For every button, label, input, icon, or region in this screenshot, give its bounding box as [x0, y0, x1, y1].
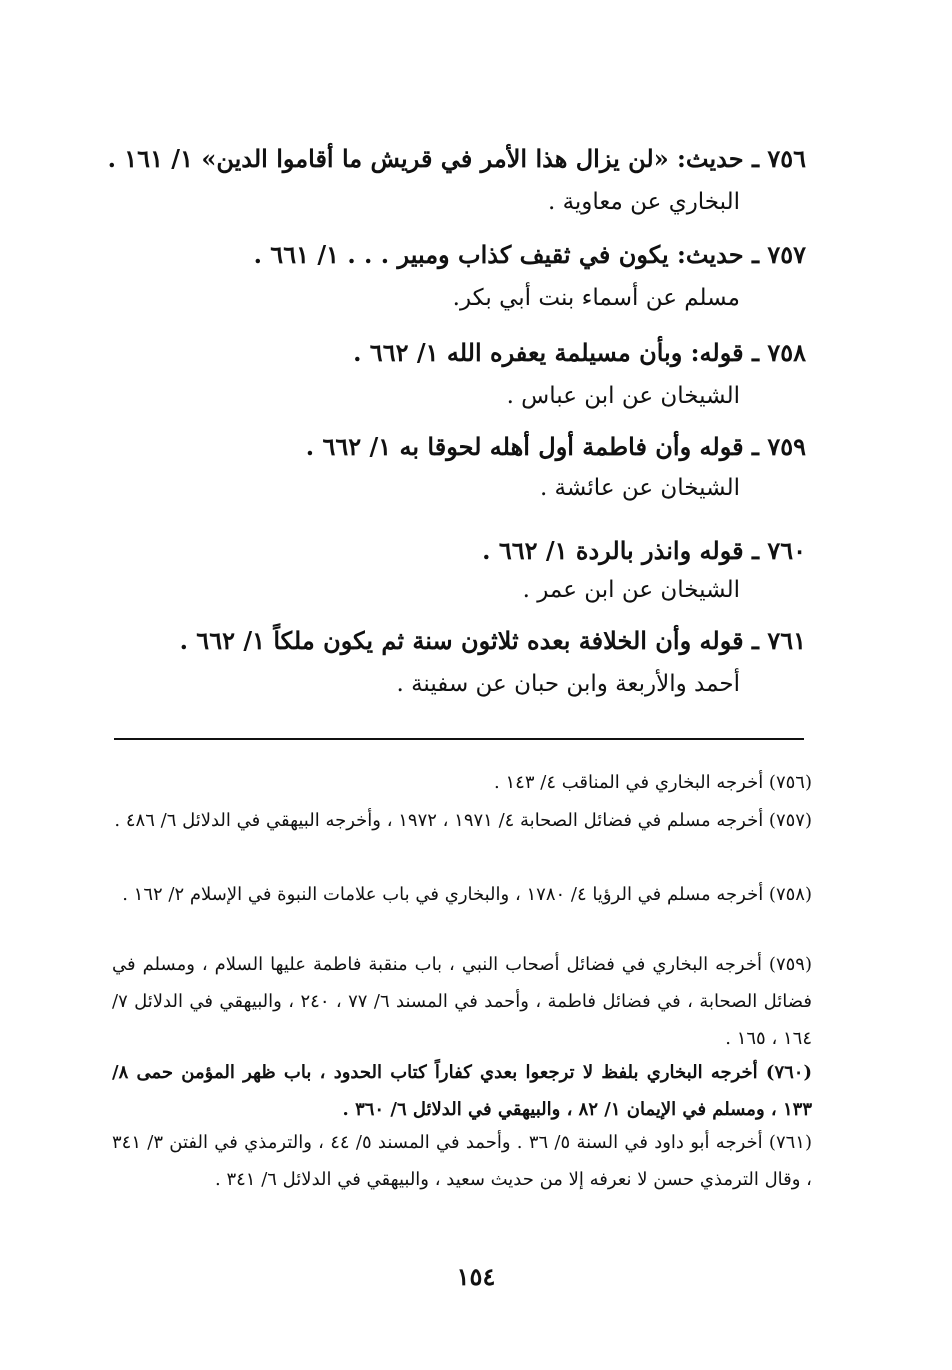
entry-756-source: البخاري عن معاوية . — [547, 189, 740, 215]
footnote-758: (٧٥٨) أخرجه مسلم في الرؤيا ٤/ ١٧٨٠ ، والبخاري في باب علامات النبوة في الإسلام ٢/ ١٦٢ . — [122, 884, 812, 905]
entry-757-source: مسلم عن أسماء بنت أبي بكر. — [452, 285, 740, 311]
entry-758-heading: ٧٥٨ ـ قوله: وبأن مسيلمة يعفره الله ١/ ٦٦٢ . — [353, 338, 806, 367]
entry-761-source: أحمد والأربعة وابن حبان عن سفينة . — [396, 671, 740, 697]
footnote-759: (٧٥٩) أخرجه البخاري في فضائل أصحاب النبي ، باب منقبة فاطمة عليها السلام ، ومسلم في فضائل الصحابة ، في فضائل فاطمة ، وأحمد في المسند ٦/ ٧٧ ، ٢٤٠ ، والبيهقي في الدلائل ٧/ ١٦٤ ، ١٦٥ . — [112, 954, 812, 1049]
entry-759-heading: ٧٥٩ ـ قوله وأن فاطمة أول أهله لحوقا به ١/ ٦٦٢ . — [305, 432, 806, 461]
entry-758-source: الشيخان عن ابن عباس . — [506, 383, 740, 409]
entry-760-heading: ٧٦٠ ـ قوله وانذر بالردة ١/ ٦٦٢ . — [482, 536, 806, 565]
footnote-separator — [114, 738, 804, 740]
entry-757-heading: ٧٥٧ ـ حديث: يكون في ثقيف كذاب ومبير . . . ١/ ٦٦١ . — [253, 240, 806, 269]
footnote-756: (٧٥٦) أخرجه البخاري في المناقب ٤/ ١٤٣ . — [494, 772, 812, 793]
footnote-757: (٧٥٧) أخرجه مسلم في فضائل الصحابة ٤/ ١٩٧١ ، ١٩٧٢ ، وأخرجه البيهقي في الدلائل ٦/ ٤٨٦ . — [114, 810, 812, 831]
entry-760-source: الشيخان عن ابن عمر . — [522, 577, 740, 603]
footnote-760: (٧٦٠) أخرجه البخاري بلفظ لا ترجعوا بعدي كفاراً كتاب الحدود ، باب ظهر المؤمن حمى ٨/ ١٣٣ ، ومسلم في الإيمان ١/ ٨٢ ، والبيهقي في الدلائل ٦/ ٣٦٠ . — [112, 1062, 812, 1120]
footnote-761: (٧٦١) أخرجه أبو داود في السنة ٥/ ٣٦ . وأحمد في المسند ٥/ ٤٤ ، والترمذي في الفتن ٣/ ٣٤١ ، وقال الترمذي حسن لا نعرفه إلا من حديث سعيد ، والبيهقي في الدلائل ٦/ ٣٤١ . — [112, 1132, 812, 1190]
page-number: ١٥٤ — [456, 1262, 496, 1291]
entry-761-heading: ٧٦١ ـ قوله وأن الخلافة بعده ثلاثون سنة ثم يكون ملكاً ١/ ٦٦٢ . — [179, 626, 806, 655]
entry-756-heading: ٧٥٦ ـ حديث: «لن يزال هذا الأمر في قريش ما أقاموا الدين» ١/ ١٦١ . — [107, 144, 806, 173]
entry-759-source: الشيخان عن عائشة . — [539, 475, 740, 501]
